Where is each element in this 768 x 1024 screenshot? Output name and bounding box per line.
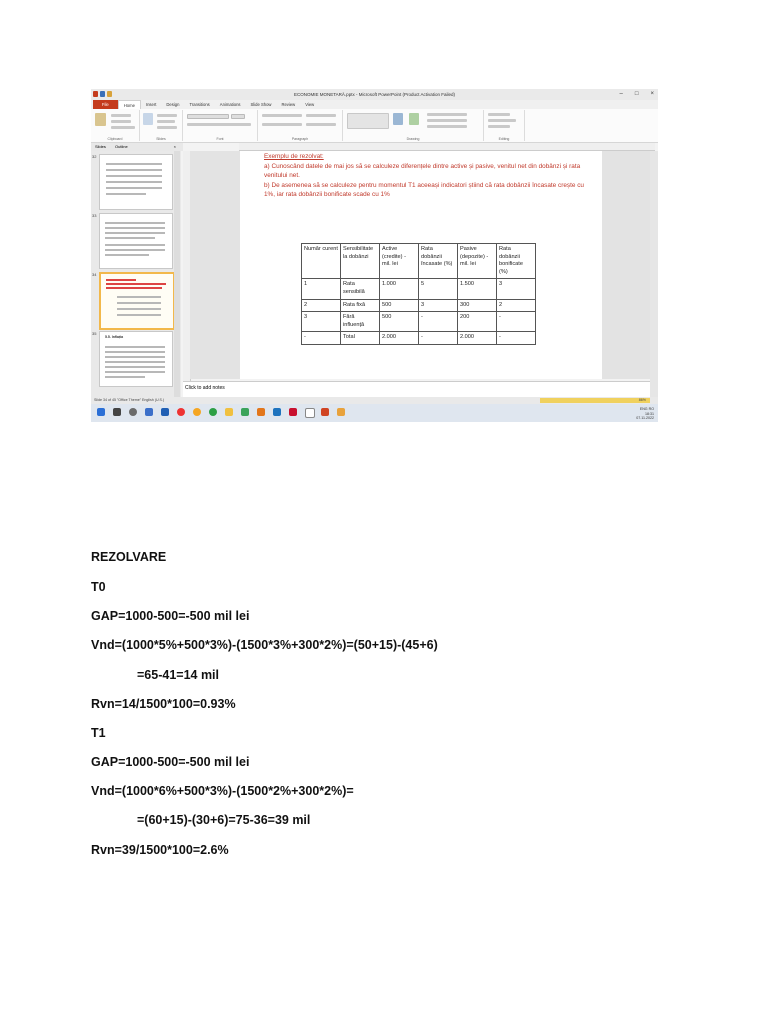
font-size-box[interactable] [231, 114, 245, 119]
table-row [302, 299, 536, 312]
thumb-number: 34 [92, 272, 97, 277]
tab-home[interactable]: Home [118, 100, 141, 109]
slide-thumbnail[interactable] [99, 331, 173, 387]
table-cell: 1 [302, 279, 341, 299]
status-bar [91, 397, 658, 404]
slides-pane[interactable] [91, 151, 181, 397]
group-paragraph[interactable] [258, 110, 343, 141]
cut-button[interactable] [111, 114, 131, 117]
quick-styles-icon[interactable] [409, 113, 419, 125]
minimize-button[interactable]: – [619, 91, 623, 97]
find-button[interactable] [488, 113, 510, 116]
table-cell: - [419, 312, 458, 332]
slide-text-box[interactable] [264, 152, 594, 200]
t0-label: T0 [91, 580, 106, 594]
table-cell: - [302, 332, 341, 345]
table-header-cell: Sensibilitate la dobânzi [341, 244, 380, 279]
group-label-clipboard: Clipboard [107, 137, 123, 141]
app-icon[interactable] [241, 408, 249, 416]
group-editing[interactable] [484, 110, 525, 141]
table-cell: 2.000 [458, 332, 497, 345]
table-cell: 500 [380, 312, 419, 332]
notes-placeholder: Click to add notes [185, 385, 225, 391]
tab-slide-show[interactable]: Slide Show [250, 102, 272, 107]
table-cell: 2 [302, 299, 341, 312]
t1-vnd-result: =(60+15)-(30+6)=75-36=39 mil [137, 813, 311, 827]
window-controls [620, 89, 654, 100]
tab-transitions[interactable]: Transitions [189, 102, 210, 107]
search-icon[interactable] [113, 408, 121, 416]
tray-date: 07.11.2022 [636, 416, 654, 420]
tab-outline-pane[interactable]: Outline [115, 144, 128, 149]
new-slide-icon[interactable] [143, 113, 153, 125]
table-header-cell: Rata dobânzii încasate (%) [419, 244, 458, 279]
shape-effects-button[interactable] [427, 125, 467, 128]
ribbon-tabs [91, 100, 658, 109]
group-label-font: Font [216, 137, 224, 141]
table-row [302, 332, 536, 345]
table-cell: Rata fixă [341, 299, 380, 312]
font-format-buttons[interactable] [187, 123, 251, 126]
table-cell: 3 [302, 312, 341, 332]
table-cell: 3 [419, 299, 458, 312]
group-label-editing: Editing [498, 137, 510, 141]
notes-pane[interactable] [183, 381, 650, 398]
zoom-level: 86% [638, 398, 646, 402]
word-icon[interactable] [273, 408, 281, 416]
format-painter-button[interactable] [111, 126, 135, 129]
convert-smartart-button[interactable] [306, 123, 336, 126]
shape-fill-button[interactable] [427, 113, 467, 116]
slide-line-a: a) Cunoscând datele de mai jos să se calculeze diferențele dintre active și pasive, venitul net din dobânzi și rata venitului net. [264, 162, 581, 179]
replace-button[interactable] [488, 119, 516, 122]
table-cell: 300 [458, 299, 497, 312]
document-icon[interactable] [305, 408, 315, 418]
t0-vnd-result: =65-41=14 mil [137, 668, 220, 682]
group-font[interactable] [183, 110, 258, 141]
slide-table[interactable] [301, 243, 536, 345]
tab-slides-pane[interactable]: Slides [95, 144, 106, 149]
file-explorer-icon[interactable] [225, 408, 233, 416]
table-header-row [302, 244, 536, 279]
arrange-icon[interactable] [393, 113, 403, 125]
slide-thumbnail[interactable] [99, 213, 173, 269]
shapes-gallery[interactable] [347, 113, 389, 129]
table-cell: 500 [380, 299, 419, 312]
slide-heading: Exemplu de rezolvat: [264, 153, 324, 160]
section-button[interactable] [157, 126, 177, 129]
group-label-drawing: Drawing [406, 137, 420, 141]
list-buttons[interactable] [262, 114, 302, 117]
font-name-box[interactable] [187, 114, 229, 119]
table-cell: 1.500 [458, 279, 497, 299]
powerpoint-icon[interactable] [321, 408, 329, 416]
editor-scrollbar[interactable] [650, 151, 658, 397]
shape-outline-button[interactable] [427, 119, 467, 122]
table-cell: - [497, 332, 536, 345]
group-slides[interactable] [140, 110, 183, 141]
table-cell: Rata sensibilă [341, 279, 380, 299]
window-title: ECONOMIE MONETARĂ.pptx - Microsoft PowerPoint (Product Activation Failed) [294, 92, 455, 97]
solution-title: REZOLVARE [91, 550, 167, 564]
slide-thumbnail[interactable] [99, 154, 173, 210]
table-cell: Fără influență [341, 312, 380, 332]
t1-label: T1 [91, 726, 106, 740]
slide-thumbnail-selected[interactable] [99, 272, 175, 330]
firefox-icon[interactable] [193, 408, 201, 416]
t1-gap: GAP=1000-500=-500 mil lei [91, 755, 250, 769]
store-icon[interactable] [161, 408, 169, 416]
title-bar [91, 89, 658, 100]
align-buttons[interactable] [262, 123, 302, 126]
table-cell: 5 [419, 279, 458, 299]
table-row [302, 279, 536, 299]
system-tray[interactable] [636, 407, 654, 421]
group-label-paragraph: Paragraph [291, 137, 309, 141]
close-pane-button[interactable]: × [173, 144, 176, 149]
vlc-icon[interactable] [257, 408, 265, 416]
browser-icon[interactable] [209, 408, 217, 416]
slide-line-b: b) De asemenea să se calculeze pentru momentul T1 aceeași indicatori știind că rata dobânzii încasate crește cu 1%, iar rata dobânzii bonificate scade cu 1% [264, 181, 584, 198]
status-left-text: Slide 34 of 45 "Office Theme" English (U.S.) [94, 398, 165, 402]
tab-animations[interactable]: Animations [219, 102, 241, 107]
tray-language: ENG RO [639, 407, 654, 411]
t1-rvn: Rvn=39/1500*100=2.6% [91, 843, 229, 857]
slide[interactable] [240, 151, 602, 379]
table-header-cell: Pasive (depozite) - mil. lei [458, 244, 497, 279]
t0-gap: GAP=1000-500=-500 mil lei [91, 609, 250, 623]
chrome-icon[interactable] [177, 408, 185, 416]
tab-review[interactable]: Review [281, 102, 296, 107]
maximize-button[interactable]: □ [634, 91, 639, 97]
pdf-icon[interactable] [289, 408, 297, 416]
table-cell: 3 [497, 279, 536, 299]
close-button[interactable]: × [650, 91, 654, 97]
t0-vnd: Vnd=(1000*5%+500*3%)-(1500*3%+300*2%)=(50+15)-(45+6) [91, 638, 438, 652]
slide-canvas [190, 151, 650, 379]
t1-vnd: Vnd=(1000*6%+500*3%)-(1500*2%+300*2%)= [91, 784, 354, 798]
table-cell: Total [341, 332, 380, 345]
thumb-number: 32 [92, 154, 97, 159]
group-drawing[interactable] [343, 110, 484, 141]
group-label-slides: Slides [156, 137, 166, 141]
tab-view[interactable]: View [305, 102, 315, 107]
powerpoint-screenshot [91, 89, 658, 422]
app-icon[interactable] [337, 408, 345, 416]
table-header-cell: Număr curent [302, 244, 341, 279]
t0-rvn: Rvn=14/1500*100=0.93% [91, 697, 236, 711]
paste-icon[interactable] [95, 113, 106, 126]
tab-insert[interactable]: Insert [145, 102, 157, 107]
slides-pane-header [91, 143, 183, 151]
table-header-cell: Active (credite) - mil. lei [380, 244, 419, 279]
zoom-controls[interactable] [540, 398, 650, 403]
thumb-title: 5.5. Inflația [105, 335, 124, 339]
table-cell: 2 [497, 299, 536, 312]
copy-button[interactable] [111, 120, 131, 123]
select-button[interactable] [488, 125, 510, 128]
thumb-number: 35 [92, 331, 97, 336]
layout-button[interactable] [157, 114, 177, 117]
table-cell: - [497, 312, 536, 332]
ribbon [91, 109, 658, 143]
table-cell: 1.000 [380, 279, 419, 299]
table-cell: - [419, 332, 458, 345]
reset-button[interactable] [157, 120, 175, 123]
text-direction-button[interactable] [306, 114, 336, 117]
thumb-number: 33 [92, 213, 97, 218]
horizontal-ruler [239, 143, 655, 151]
tray-time: 18:31 [645, 411, 654, 416]
task-view-icon[interactable] [129, 408, 137, 416]
taskbar [91, 404, 658, 422]
slides-pane-scrollbar[interactable] [174, 151, 180, 397]
table-row [302, 312, 536, 332]
start-icon[interactable] [97, 408, 105, 416]
table-header-cell: Rata dobânzii bonificate (%) [497, 244, 536, 279]
edge-icon[interactable] [145, 408, 153, 416]
tab-design[interactable]: Design [166, 102, 180, 107]
group-clipboard[interactable] [91, 110, 140, 141]
table-cell: 200 [458, 312, 497, 332]
tab-file[interactable]: File [93, 100, 118, 109]
table-cell: 2.000 [380, 332, 419, 345]
